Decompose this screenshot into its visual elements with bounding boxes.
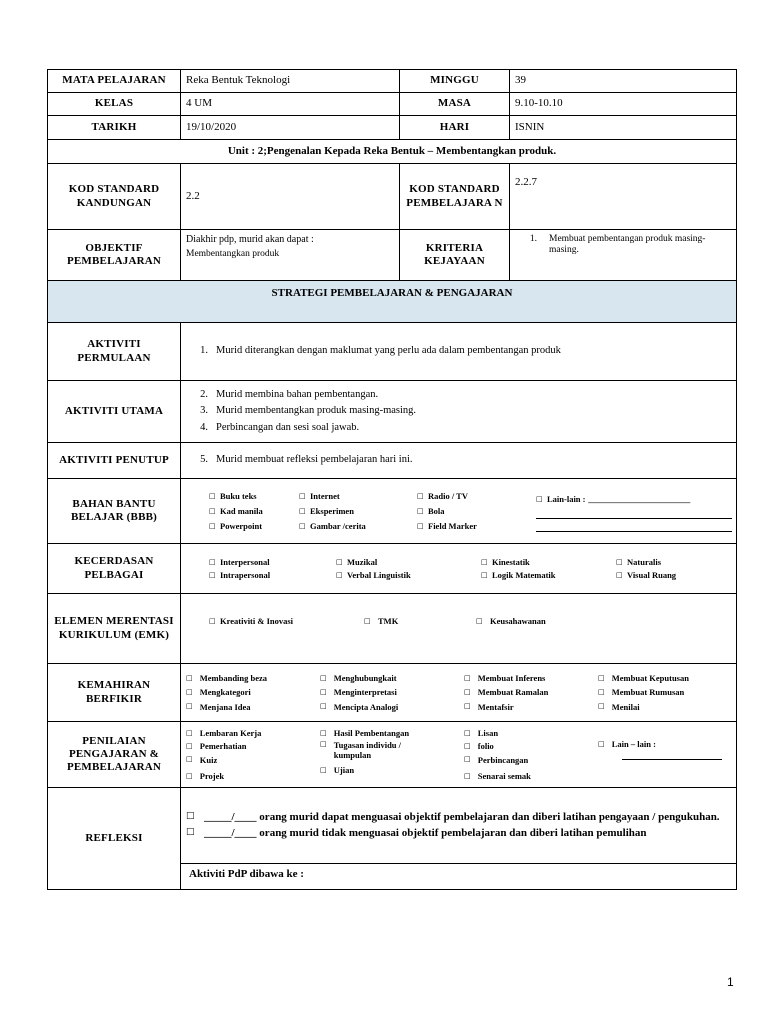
checkbox-kad-manila[interactable]: □ Kad manila (209, 505, 263, 516)
checkbox-tugasan[interactable]: □ Tugasan individu / kumpulan (320, 739, 402, 760)
minggu-value: 39 (510, 70, 737, 93)
checkbox-folio[interactable]: □ folio (464, 741, 494, 752)
penilaian-col-4 (598, 727, 722, 783)
bbb-blank-line[interactable] (536, 531, 732, 532)
bbb-label: BAHAN BANTU BELAJAR (BBB) (48, 479, 181, 544)
row-objektif (48, 230, 737, 281)
page-number: 1 (727, 975, 734, 989)
strategi-heading: STRATEGI PEMBELAJARAN & PENGAJARAN (48, 281, 737, 323)
checkbox-tmk[interactable]: □ TMK (364, 616, 399, 626)
checkbox-visual-ruang[interactable]: □ Visual Ruang (616, 570, 677, 580)
row-kod-standard (48, 164, 737, 230)
row-aktiviti-penutup (48, 443, 737, 479)
list-item: 4. Perbincangan dan sesi soal jawab. (200, 421, 360, 433)
kod-standard-pembelajaran-value: 2.2.7 (510, 164, 737, 230)
checkbox-membanding-beza[interactable]: □ Membanding beza (186, 673, 268, 684)
list-item: 1. Murid diterangkan dengan maklumat yang perlu ada dalam pembentangan produk (200, 345, 561, 357)
checkbox-radio-tv[interactable]: □ Radio / TV (417, 490, 468, 501)
objektif-value (181, 230, 400, 281)
checkbox-bola[interactable]: □ Bola (417, 505, 445, 516)
row-tarikh (48, 116, 737, 140)
unit-title: Unit : 2;Pengenalan Kepada Reka Bentuk – Membentangkan produk. (48, 140, 737, 164)
checkbox-buku-teks[interactable]: □ Buku teks (209, 490, 257, 501)
kriteria-text: Membuat pembentangan produk masing-masing. (549, 234, 706, 256)
aktiviti-utama-list (181, 381, 737, 443)
masa-value: 9.10-10.10 (510, 93, 737, 116)
kemahiran-label: KEMAHIRAN BERFIKIR (48, 664, 181, 722)
checkbox-intrapersonal[interactable]: □ Intrapersonal (209, 570, 271, 580)
kriteria-kejayaan-label: KRITERIA KEJAYAAN (400, 230, 510, 281)
checkbox-membuat-rumusan[interactable]: □ Membuat Rumusan (598, 687, 685, 698)
mata-pelajaran-label: MATA PELAJARAN (48, 70, 181, 93)
penilaian-col-3 (464, 727, 598, 783)
aktiviti-pdp-dibawa-ke: Aktiviti PdP dibawa ke : (181, 864, 737, 890)
checkbox-penilaian-lain[interactable]: □ Lain – lain : (598, 739, 656, 750)
aktiviti-penutup-label: AKTIVITI PENUTUP (48, 443, 181, 479)
row-aktiviti-permulaan (48, 323, 737, 381)
checkbox-mentafsir[interactable]: □ Mentafsir (464, 701, 514, 712)
list-item: 3. Murid membentangkan produk masing-masing. (200, 405, 417, 417)
kriteria-number: 1. (529, 234, 537, 244)
penilaian-col-1 (186, 727, 320, 783)
aktiviti-utama-label: AKTIVITI UTAMA (48, 381, 181, 443)
checkbox-field-marker[interactable]: □ Field Marker (417, 520, 477, 531)
row-penilaian (48, 722, 737, 788)
checkbox-membuat-keputusan[interactable]: □ Membuat Keputusan (598, 673, 689, 684)
checkbox-membuat-inferens[interactable]: □ Membuat Inferens (464, 673, 546, 684)
penilaian-label: PENILAIAN PENGAJARAN & PEMBELAJARAN (48, 722, 181, 788)
kemahiran-options (181, 664, 737, 722)
hari-label: HARI (400, 116, 510, 140)
bbb-blank-line[interactable] (536, 518, 732, 519)
checkbox-senarai-semak[interactable]: □ Senarai semak (464, 770, 531, 781)
checkbox-menilai[interactable]: □ Menilai (598, 701, 640, 712)
checkbox-membuat-ramalan[interactable]: □ Membuat Ramalan (464, 687, 549, 698)
kecerdasan-options (181, 544, 737, 594)
objektif-line-1: Diakhir pdp, murid akan dapat : (186, 234, 314, 245)
kelas-value: 4 UM (181, 93, 400, 116)
row-bbb (48, 479, 737, 544)
row-strategi (48, 281, 737, 323)
row-kelas (48, 93, 737, 116)
kod-standard-kandungan-label: KOD STANDARD KANDUNGAN (48, 164, 181, 230)
checkbox-kreativiti-inovasi[interactable]: □ Kreativiti & Inovasi (209, 616, 294, 626)
minggu-label: MINGGU (400, 70, 510, 93)
checkbox-interpersonal[interactable]: □ Interpersonal (209, 556, 270, 567)
mata-pelajaran-value: Reka Bentuk Teknologi (181, 70, 400, 93)
aktiviti-permulaan-label: AKTIVITI PERMULAAN (48, 323, 181, 381)
masa-label: MASA (400, 93, 510, 116)
row-kemahiran (48, 664, 737, 722)
list-item: 2. Murid membina bahan pembentangan. (200, 388, 379, 400)
checkbox-kuiz[interactable]: □ Kuiz (186, 754, 218, 765)
kelas-label: KELAS (48, 93, 181, 116)
checkbox-lisan[interactable]: □ Lisan (464, 728, 499, 739)
penilaian-blank-line[interactable] (622, 759, 722, 760)
checkbox-projek[interactable]: □ Projek (186, 770, 225, 781)
checkbox-pemerhatian[interactable]: □ Pemerhatian (186, 741, 247, 752)
checkbox-mengkategori[interactable]: □ Mengkategori (186, 687, 251, 698)
aktiviti-penutup-list (181, 443, 737, 479)
penilaian-options (181, 722, 737, 788)
checkbox-menjana-idea[interactable]: □ Menjana Idea (186, 701, 251, 712)
row-kecerdasan (48, 544, 737, 594)
checkbox-menginterpretasi[interactable]: □ Menginterpretasi (320, 687, 397, 698)
emk-label: ELEMEN MERENTASI KURIKULUM (EMK) (48, 594, 181, 664)
checkbox-keusahawanan[interactable]: □ Keusahawanan (476, 616, 546, 626)
checkbox-ujian[interactable]: □ Ujian (320, 764, 355, 775)
checkbox-lain-lain[interactable]: □ Lain-lain : ________________________ (536, 493, 691, 504)
tarikh-value: 19/10/2020 (181, 116, 400, 140)
objektif-line-2: Membentangkan produk (186, 249, 280, 259)
checkbox-kinestatik[interactable]: □ Kinestatik (481, 556, 530, 567)
checkbox-logik-matematik[interactable]: □ Logik Matematik (481, 570, 556, 580)
row-refleksi (48, 788, 737, 864)
kriteria-kejayaan-value (510, 230, 737, 281)
bbb-lain-lain (536, 490, 732, 531)
row-mata-pelajaran (48, 70, 737, 93)
refleksi-content (181, 788, 737, 864)
row-aktiviti-utama (48, 381, 737, 443)
refleksi-label: REFLEKSI (48, 788, 181, 890)
checkbox-perbincangan[interactable]: □ Perbincangan (464, 754, 529, 765)
aktiviti-permulaan-list (181, 323, 737, 381)
checkbox-eksperimen[interactable]: □ Eksperimen (299, 505, 354, 516)
kod-standard-kandungan-value: 2.2 (181, 164, 400, 230)
checkbox-lembaran-kerja[interactable]: □ Lembaran Kerja (186, 728, 262, 739)
checkbox-muzikal[interactable]: □ Muzikal (336, 556, 378, 567)
checkbox-naturalis[interactable]: □ Naturalis (616, 556, 661, 567)
row-unit (48, 140, 737, 164)
objektif-label: OBJEKTIF PEMBELAJARAN (48, 230, 181, 281)
refleksi-line-2[interactable]: □ _____/____ orang murid tidak menguasai objektif pembelajaran dan diberi latihan pemulihan (186, 827, 647, 839)
checkbox-gambar-cerita[interactable]: □ Gambar /cerita (299, 520, 366, 531)
lesson-plan-table (47, 69, 737, 890)
checkbox-mencipta-analogi[interactable]: □ Mencipta Analogi (320, 701, 399, 712)
checkbox-menghubungkait[interactable]: □ Menghubungkait (320, 673, 397, 684)
penilaian-col-2 (320, 727, 464, 783)
checkbox-verbal-linguistik[interactable]: □ Verbal Linguistik (336, 570, 411, 580)
checkbox-hasil-pembentangan[interactable]: □ Hasil Pembentangan (320, 728, 410, 739)
hari-value: ISNIN (510, 116, 737, 140)
emk-options (181, 594, 737, 664)
checkbox-powerpoint[interactable]: □ Powerpoint (209, 520, 263, 531)
bbb-options (181, 479, 737, 544)
checkbox-internet[interactable]: □ Internet (299, 490, 340, 501)
refleksi-line-1[interactable]: □ _____/____ orang murid dapat menguasai objektif pembelajaran dan diberi latihan pengayaan / pengukuhan. (186, 810, 720, 823)
list-item: 5. Murid membuat refleksi pembelajaran hari ini. (200, 454, 413, 466)
row-emk (48, 594, 737, 664)
tarikh-label: TARIKH (48, 116, 181, 140)
kecerdasan-label: KECERDASAN PELBAGAI (48, 544, 181, 594)
kod-standard-pembelajaran-label: KOD STANDARD PEMBELAJARA N (400, 164, 510, 230)
